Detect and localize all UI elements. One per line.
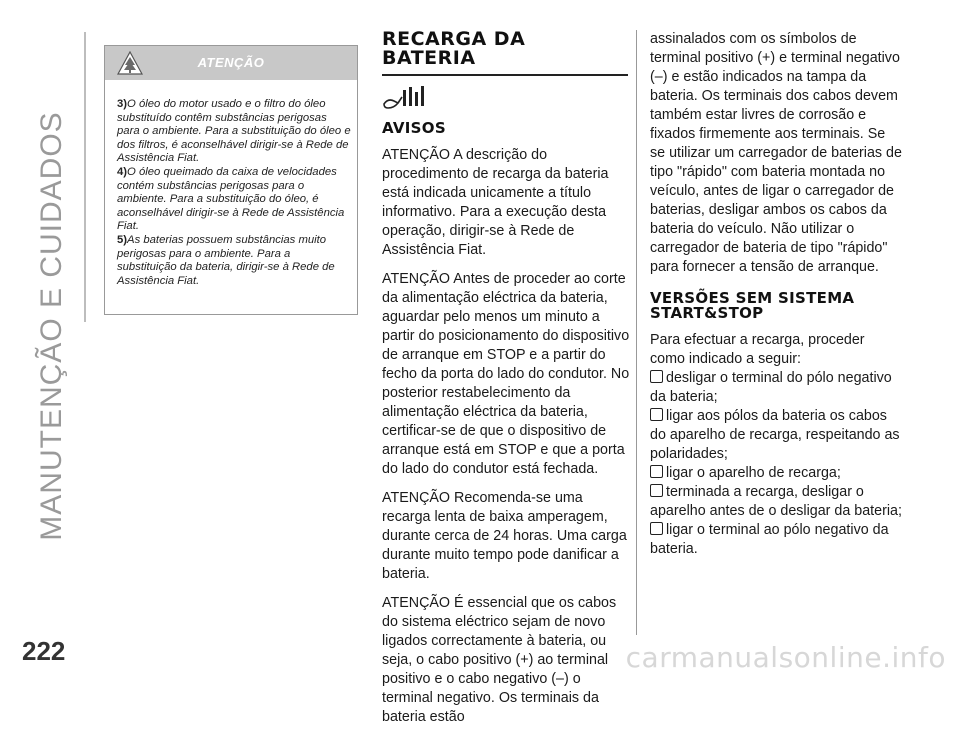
intro-paragraph: Para efectuar a recarga, proceder como indicado a seguir: <box>650 332 865 367</box>
list-item: ligar o aparelho de recarga; <box>650 464 902 483</box>
environment-warning-box <box>104 45 358 315</box>
bullet-icon <box>650 522 663 535</box>
warning-paragraph: ATENÇÃO Recomenda-se uma recarga lenta de baixa amperagem, durante cerca de 24 horas. Uma carga durante muito tempo pode danificar a bateria. <box>382 490 627 582</box>
warning-paragraph: ATENÇÃO É essencial que os cabos do sistema eléctrico sejam de novo ligados correctamente à bateria, ou seja, o cabo positivo (+) ao terminal positivo e o cabo negativo (–) o terminal negativo. Os terminais da bateria estão <box>382 595 617 725</box>
sub-heading: VERSÕES SEM SISTEMA START&STOP <box>650 289 855 322</box>
bullet-icon <box>650 408 663 421</box>
bullet-icon <box>650 484 663 497</box>
tool-icon <box>382 84 426 112</box>
list-item: ligar aos pólos da bateria os cabos do aparelho de recarga, respeitando as polaridades; <box>650 408 900 462</box>
page-number: 222 <box>22 636 66 666</box>
side-divider <box>84 32 86 322</box>
bullet-icon <box>650 465 663 478</box>
main-column <box>382 30 632 737</box>
warning-title: ATENÇÃO <box>197 55 265 70</box>
continuation-paragraph: assinalados com os símbolos de terminal positivo (+) e terminal negativo (–) e estão indicados na tampa da bateria. Os terminais dos cabos devem também estar livres de corrosão e fixados firmemente aos terminais. Se se utilizar um carregador de baterias de tipo "rápido" com bateria montada no veículo, antes de ligar o carregador de baterias, desligar ambos os cabos da bateria do veículo. Não utilizar o carregador de bateria de tipo "rápido" para fornecer a tensão de arranque. <box>650 31 902 275</box>
warning-body <box>105 80 357 288</box>
watermark: carmanualsonline.info <box>625 641 946 674</box>
warning-header <box>105 46 357 80</box>
right-column <box>650 30 902 559</box>
warning-paragraph: ATENÇÃO A descrição do procedimento de recarga da bateria está indicada unicamente a título informativo. Para a execução desta operação, dirigir-se à Rede de Assistência Fiat. <box>382 147 609 258</box>
section-title: RECARGA DA BATERIA <box>382 30 628 76</box>
warning-item: 5)As baterias possuem substâncias muito perigosas para o ambiente. Para a substituição da bateria, dirigir-se à Rede de Assistência Fiat. <box>117 233 335 287</box>
warning-paragraph: ATENÇÃO Antes de proceder ao corte da alimentação eléctrica da bateria, aguardar pelo menos um minuto a partir do posicionamento do dispositivo de arranque em STOP e a partir do fecho da porta do lado do condutor. No posterior restabelecimento da alimentação eléctrica da bateria, certificar-se de que o dispositivo de arranque está em STOP e que a porta do lado do condutor está fechada. <box>382 271 630 477</box>
column-divider <box>636 30 637 635</box>
warnings-heading: AVISOS <box>382 119 446 137</box>
warning-item: 4)O óleo queimado da caixa de velocidades contém substâncias perigosas para o ambiente. Para a substituição do óleo, é aconselhável dirigir-se à Rede de Assistência Fiat. <box>117 165 345 233</box>
warning-item: 3)O óleo do motor usado e o filtro do óleo substituído contêm substâncias perigosas para o ambiente. Para a substituição do óleo e dos filtros, é aconselhável dirigir-se à Rede de Assistência Fiat. <box>117 98 351 165</box>
list-item: terminada a recarga, desligar o aparelho antes de o desligar da bateria; <box>650 484 902 519</box>
bullet-icon <box>650 370 663 383</box>
list-item: ligar o terminal ao pólo negativo da bateria. <box>650 522 889 557</box>
list-item: desligar o terminal do pólo negativo da bateria; <box>650 370 892 405</box>
